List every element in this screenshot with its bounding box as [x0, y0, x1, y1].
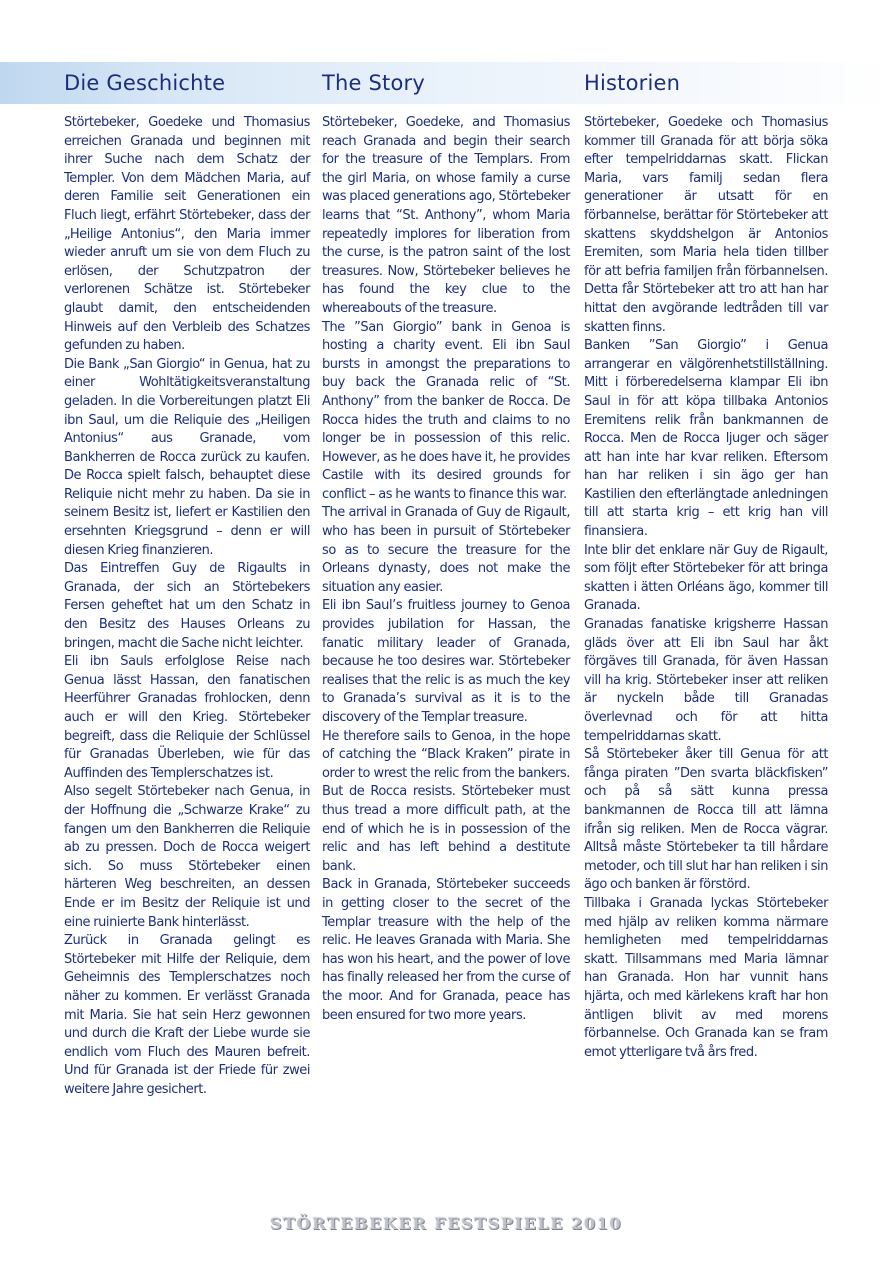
footer-festival-title: STÖRTEBEKER FESTSPIELE 2010 — [269, 1214, 623, 1233]
paragraph: Så Störtebeker åker till Genua för att fånga piraten ”Den svarta bläckfisken” och på så sätt kunna pressa bankmannen de Rocca till att lämna ifrån sig reliken. Men de Rocca vägrar. Alltså måste Störtebeker ta till hårdare metoder, och till slut har han reliken i sin ägo och banken är förstörd. — [584, 747, 828, 893]
paragraph: Störtebeker, Goedeke, and Thomasius reach Granada and begin their search for the treasure of the Templars. From the girl Maria, on whose family a curse was placed generations ago, Störtebeker learns that “St. Anthony”, whom Maria repeatedly implores for liberation from the curse, is the patron saint of the lost treasures. Now, Störtebeker believes he has found the key clue to the whereabouts of the treasure. — [322, 115, 570, 316]
paragraph: Tillbaka i Granada lyckas Störtebeker med hjälp av reliken komma närmare hemligheten med tempelriddarnas skatt. Tillsammans med Maria lämnar han Granada. Hon har vunnit hans hjärta, och med kärlekens kraft har hon äntligen blivit av med morens förbannelse. Och Granada kan se fram emot ytterligare två års fred. — [584, 895, 828, 1060]
paragraph: Back in Granada, Störtebeker succeeds in getting closer to the secret of the Templar treasure with the help of the relic. He leaves Granada with Maria. She has won his heart, and the power of love has finally released her from the curse of the moor. And for Granada, peace has been ensured for two more years. — [322, 877, 570, 1023]
paragraph: Also segelt Störtebeker nach Genua, in der Hoffnung die „Schwarze Krake“ zu fangen um den Bankherren die Reliquie ab zu pressen. Doch de Rocca weigert sich. So muss Störtebeker einen härteren Weg beschreiten, an dessen Ende er im Besitz der Reliquie ist und eine ruinierte Bank hinterlässt. — [64, 784, 310, 930]
heading-english: The Story — [322, 71, 426, 95]
paragraph: Das Eintreffen Guy de Rigaults in Granada, der sich an Störtebekers Fersen geheftet hat um den Schatz in den Besitz des Hauses Orleans zu bringen, macht die Sache nicht leichter. — [64, 561, 310, 651]
paragraph: He therefore sails to Genoa, in the hope of catching the “Black Kraken” pirate in order to wrest the relic from the bankers. But de Rocca resists. Störtebeker must thus tread a more difficult path, at the end of which he is in possession of the relic and has left behind a destitute bank. — [322, 728, 570, 874]
paragraph: Eli ibn Sauls erfolglose Reise nach Genua lässt Hassan, den fanatischen Heerführer Granadas frohlocken, denn auch er will den Krieg. Störtebeker begreift, dass die Reliquie der Schlüssel für Granadas Überleben, wie für das Auffinden des Templerschatzes ist. — [64, 654, 310, 781]
paragraph: Banken ”San Giorgio” i Genua arrangerar en välgörenhetstillställning. Mitt i förberedelserna klampar Eli ibn Saul in för att köpa tillbaka Antonios Eremitens relik från bankmannen de Rocca. Men de Rocca ljuger och säger att han inte har kvar reliken. Eftersom han har reliken i sin ägo ger han Kastilien den efterlängtade anledningen till att starta krig – ett krig han vill finansiera. — [584, 338, 828, 540]
column-swedish — [584, 114, 828, 1062]
paragraph: Störtebeker, Goedeke och Thomasius kommer till Granada för att börja söka efter tempelriddarnas skatt. Flickan Maria, vars familj sedan flera generationer är utsatt för en förbannelse, berättar för Störtebeker att skattens skyddshelgon är Antonios Eremiten, som Maria hela tiden tillber för att befria familjen från förbannelsen. Detta får Störtebeker att tro att han har hittat den avgörande ledtråden till var skatten finns. — [584, 115, 828, 335]
paragraph: The ”San Giorgio” bank in Genoa is hosting a charity event. Eli ibn Saul bursts in amongst the preparations to buy back the Granada relic of “St. Anthony” from the banker de Rocca. De Rocca hides the truth and claims to no longer be in possession of this relic. However, as he does have it, he provides Castile with its desired grounds for conflict – as he wants to finance this war. — [322, 319, 570, 502]
column-english — [322, 114, 570, 1025]
paragraph: Inte blir det enklare när Guy de Rigault, som följt efter Störtebeker för att bringa skatten i ätten Orléans ägo, kommer till Granada. — [584, 542, 828, 614]
paragraph: Granadas fanatiske krigsherre Hassan gläds över att Eli ibn Saul har åkt förgäves till Granada, för även Hassan vill ha krig. Störtebeker inser att reliken är nyckeln både till Granadas överlevnad och för att hitta tempelriddarnas skatt. — [584, 617, 828, 744]
paragraph: Die Bank „San Giorgio“ in Genua, hat zu einer Wohltätigkeitsveranstaltung geladen. In die Vorbereitungen platzt Eli ibn Saul, um die Reliquie des „Heiligen Antonius“ aus Granade, vom Bankherren de Rocca zurück zu kaufen. De Rocca spielt falsch, behauptet diese Reliquie nicht mehr zu haben. Da sie in seinem Besitz ist, liefert er Kastilien den ersehnten Kriegsgrund – denn er will diesen Krieg finanzieren. — [64, 356, 310, 558]
heading-swedish: Historien — [584, 71, 681, 95]
heading-german: Die Geschichte — [64, 71, 226, 95]
paragraph: Zurück in Granada gelingt es Störtebeker mit Hilfe der Reliquie, dem Geheimnis des Templerschatzes noch näher zu kommen. Er verlässt Granada mit Maria. Sie hat sein Herz gewonnen und durch die Kraft der Liebe wurde sie endlich vom Fluch des Mauren befreit. Und für Granada ist der Friede für zwei weitere Jahre gesichert. — [64, 933, 310, 1097]
paragraph: Eli ibn Saul’s fruitless journey to Genoa provides jubilation for Hassan, the fanatic military leader of Granada, because he too desires war. Störtebeker realises that the relic is as much the key to Granada’s survival as it is to the discovery of the Templar treasure. — [322, 598, 570, 725]
paragraph: The arrival in Granada of Guy de Rigault, who has been in pursuit of Störtebeker so as to secure the treasure for the Orleans dynasty, does not make the situation any easier. — [322, 505, 570, 595]
column-german — [64, 114, 310, 1099]
paragraph: Störtebeker, Goedeke und Thomasius erreichen Granada und beginnen mit ihrer Suche nach dem Schatz der Templer. Von dem Mädchen Maria, auf deren Familie seit Generationen ein Fluch liegt, erfährt Störtebeker, dass der „Heilige Antonius“, den Maria immer wieder anruft um sie von dem Fluch zu erlösen, der Schutzpatron der verlorenen Schätze ist. Störtebeker glaubt damit, den entscheidenden Hinweis auf den Verbleib des Schatzes gefunden zu haben. — [64, 115, 310, 354]
